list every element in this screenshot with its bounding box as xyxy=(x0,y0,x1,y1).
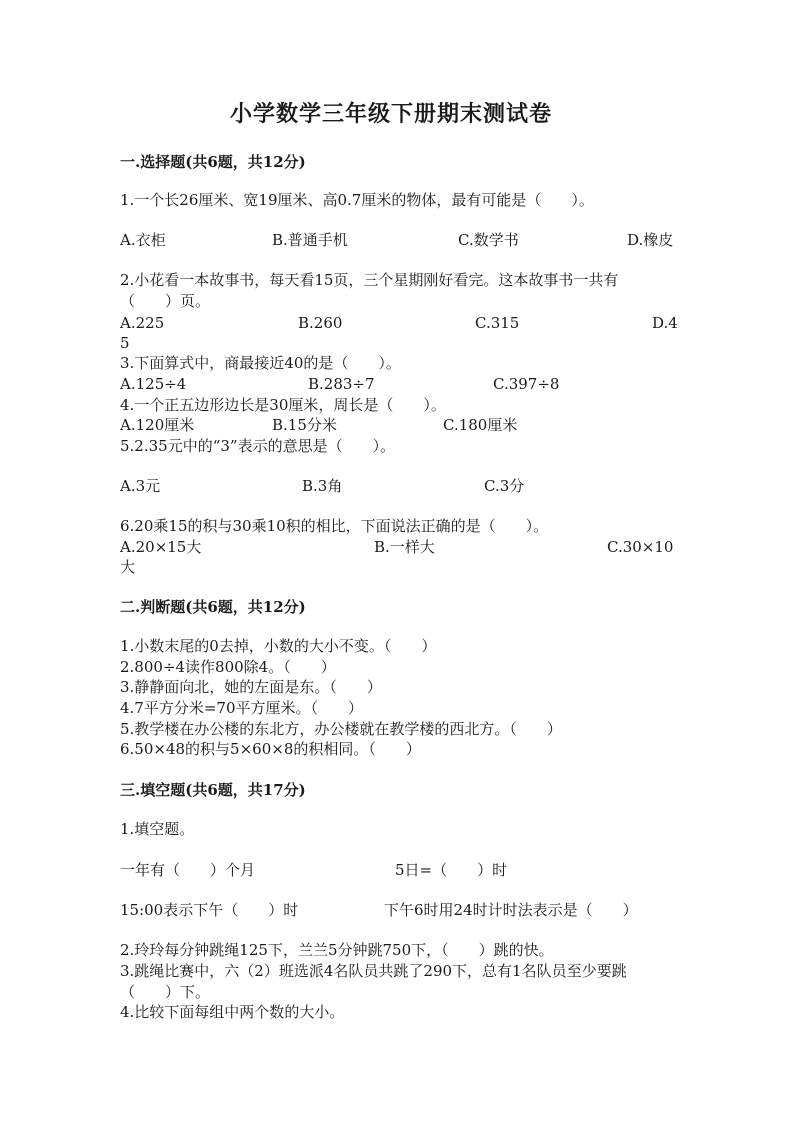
option-a: A.衣柜 xyxy=(120,231,166,249)
fill-blank-item: 下午6时用24时计时法表示是（ ） xyxy=(384,901,638,919)
question-text: 5.2.35元中的“3”表示的意思是（ ）。 xyxy=(120,437,396,455)
section-heading-judgement: 二.判断题(共6题，共12分) xyxy=(120,598,306,616)
option-c: C.30×10 xyxy=(607,538,674,556)
option-b: B.260 xyxy=(298,314,343,332)
option-d-wrap: 5 xyxy=(120,334,130,352)
question-text: 1.一个长26厘米、宽19厘米、高0.7厘米的物体，最有可能是（ ）。 xyxy=(120,191,594,209)
fill-blank-item: 5日=（ ）时 xyxy=(395,861,508,879)
question-text: 1.填空题。 xyxy=(120,820,195,838)
option-a: A.225 xyxy=(120,314,165,332)
option-b: B.3角 xyxy=(302,477,343,495)
option-a: A.3元 xyxy=(120,477,161,495)
question-text-continued: （ ）下。 xyxy=(120,983,211,1001)
fill-blank-item: 15:00表示下午（ ）时 xyxy=(120,901,299,919)
section-heading-fill: 三.填空题(共6题，共17分) xyxy=(120,781,306,799)
option-c: C.315 xyxy=(475,314,520,332)
list-item: 6.50×48的积与5×60×8的积相同。（ ） xyxy=(120,740,421,758)
option-c: C.180厘米 xyxy=(443,416,518,434)
list-item: 2.800÷4读作800除4。（ ） xyxy=(120,658,336,676)
option-b: B.15分米 xyxy=(272,416,337,434)
option-b: B.283÷7 xyxy=(308,375,375,393)
option-c: C.3分 xyxy=(484,477,525,495)
option-b: B.普通手机 xyxy=(272,231,348,249)
option-b: B.一样大 xyxy=(374,538,435,556)
section-heading-choice: 一.选择题(共6题，共12分) xyxy=(120,153,306,171)
option-a: A.125÷4 xyxy=(120,375,187,393)
question-text: 4.比较下面每组中两个数的大小。 xyxy=(120,1003,345,1021)
list-item: 5.教学楼在办公楼的东北方，办公楼就在教学楼的西北方。（ ） xyxy=(120,720,562,738)
question-text: 4.一个正五边形边长是30厘米，周长是（ ）。 xyxy=(120,396,446,414)
fill-blank-item: 一年有（ ）个月 xyxy=(120,861,256,879)
question-text: 3.下面算式中，商最接近40的是（ ）。 xyxy=(120,354,401,372)
page-title: 小学数学三年级下册期末测试卷 xyxy=(230,101,553,127)
question-text: 2.玲玲每分钟跳绳125下，兰兰5分钟跳750下，（ ）跳的快。 xyxy=(120,941,554,959)
list-item: 4.7平方分米=70平方厘米。（ ） xyxy=(120,699,364,717)
question-text: 6.20乘15的积与30乘10积的相比，下面说法正确的是（ ）。 xyxy=(120,517,549,535)
option-a: A.120厘米 xyxy=(120,416,195,434)
option-c: C.数学书 xyxy=(458,231,519,249)
question-text: 3.跳绳比赛中，六（2）班选派4名队员共跳了290下，总有1名队员至少要跳 xyxy=(120,962,627,980)
option-d: D.橡皮 xyxy=(627,231,674,249)
list-item: 3.静静面向北，她的左面是东。（ ） xyxy=(120,678,382,696)
question-text-continued: （ ）页。 xyxy=(120,292,211,310)
option-a: A.20×15大 xyxy=(120,538,202,556)
option-c-wrap: 大 xyxy=(120,558,136,576)
option-d: D.4 xyxy=(652,314,678,332)
list-item: 1.小数末尾的0去掉，小数的大小不变。（ ） xyxy=(120,637,437,655)
option-c: C.397÷8 xyxy=(493,375,560,393)
question-text: 2.小花看一本故事书，每天看15页，三个星期刚好看完。这本故事书一共有 xyxy=(120,271,619,289)
